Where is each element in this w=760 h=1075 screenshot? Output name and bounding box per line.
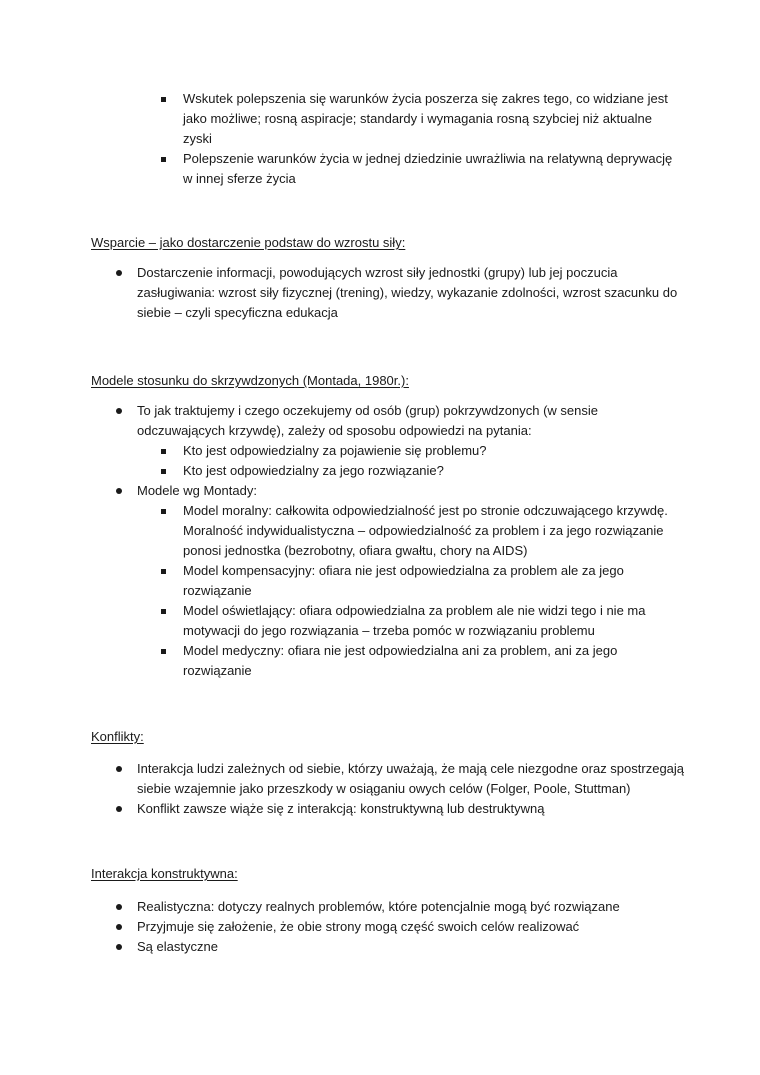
text-line: Model oświetlający: ofiara odpowiedzialna za problem ale nie widzi tego i nie ma — [183, 603, 646, 618]
text-line: Dostarczenie informacji, powodujących wzrost siły jednostki (grupy) lub jej poczucia — [137, 265, 618, 280]
square-bullet-icon — [161, 97, 166, 102]
round-bullet-icon — [116, 766, 122, 772]
round-bullet-icon — [116, 488, 122, 494]
text-line: motywacji do jego rozwiązania – trzeba pomóc w rozwiązaniu problemu — [183, 623, 595, 638]
text-line: Model kompensacyjny: ofiara nie jest odpowiedzialna za problem ale za jego — [183, 563, 624, 578]
text-line: odczuwających krzywdę), zależy od sposobu odpowiedzi na pytania: — [137, 423, 532, 438]
square-bullet-icon — [161, 569, 166, 574]
round-bullet-icon — [116, 270, 122, 276]
section-heading: Modele stosunku do skrzywdzonych (Montada, 1980r.): — [91, 373, 409, 388]
round-bullet-icon — [116, 924, 122, 930]
round-bullet-icon — [116, 904, 122, 910]
text-line: w innej sferze życia — [183, 171, 296, 186]
square-bullet-icon — [161, 509, 166, 514]
text-line: Konflikt zawsze wiąże się z interakcją: konstruktywną lub destruktywną — [137, 801, 545, 816]
text-line: siebie wzajemnie jako przeszkody w osiąganiu owych celów (Folger, Poole, Stuttman) — [137, 781, 631, 796]
text-line: siebie – czyli specyficzna edukacja — [137, 305, 338, 320]
square-bullet-icon — [161, 157, 166, 162]
round-bullet-icon — [116, 806, 122, 812]
text-line: rozwiązanie — [183, 583, 252, 598]
text-line: Przyjmuje się założenie, że obie strony mogą część swoich celów realizować — [137, 919, 580, 934]
section-heading: Wsparcie – jako dostarczenie podstaw do wzrostu siły: — [91, 235, 406, 250]
text-line: To jak traktujemy i czego oczekujemy od osób (grup) pokrzywdzonych (w sensie — [137, 403, 598, 418]
section-heading: Interakcja konstruktywna: — [91, 866, 238, 881]
round-bullet-icon — [116, 944, 122, 950]
text-line: Realistyczna: dotyczy realnych problemów, które potencjalnie mogą być rozwiązane — [137, 899, 620, 914]
square-bullet-icon — [161, 649, 166, 654]
text-line: jako możliwe; rosną aspiracje; standardy i wymagania rosną szybciej niż aktualne — [183, 111, 652, 126]
square-bullet-icon — [161, 609, 166, 614]
square-bullet-icon — [161, 449, 166, 454]
text-line: Wskutek polepszenia się warunków życia poszerza się zakres tego, co widziane jest — [183, 91, 668, 106]
text-line: zyski — [183, 131, 212, 146]
text-line: Kto jest odpowiedzialny za jego rozwiązanie? — [183, 463, 444, 478]
text-line: Kto jest odpowiedzialny za pojawienie się problemu? — [183, 443, 487, 458]
text-line: Model moralny: całkowita odpowiedzialność jest po stronie odczuwającego krzywdę. — [183, 503, 668, 518]
round-bullet-icon — [116, 408, 122, 414]
text-line: Są elastyczne — [137, 939, 218, 954]
text-line: Polepszenie warunków życia w jednej dziedzinie uwrażliwia na relatywną deprywację — [183, 151, 673, 166]
text-line: rozwiązanie — [183, 663, 252, 678]
text-line: Interakcja ludzi zależnych od siebie, którzy uważają, że mają cele niezgodne oraz spostrzegają — [137, 761, 685, 776]
text-line: Moralność indywidualistyczna – odpowiedzialność za problem i za jego rozwiązanie — [183, 523, 664, 538]
section-heading: Konflikty: — [91, 729, 144, 744]
text-line: Model medyczny: ofiara nie jest odpowiedzialna ani za problem, ani za jego — [183, 643, 618, 658]
text-line: zasługiwania: wzrost siły fizycznej (trening), wiedzy, wykazanie zdolności, wzrost szacunku do — [137, 285, 678, 300]
text-line: Modele wg Montady: — [137, 483, 257, 498]
text-line: ponosi jednostka (bezrobotny, ofiara gwałtu, chory na AIDS) — [183, 543, 528, 558]
square-bullet-icon — [161, 469, 166, 474]
